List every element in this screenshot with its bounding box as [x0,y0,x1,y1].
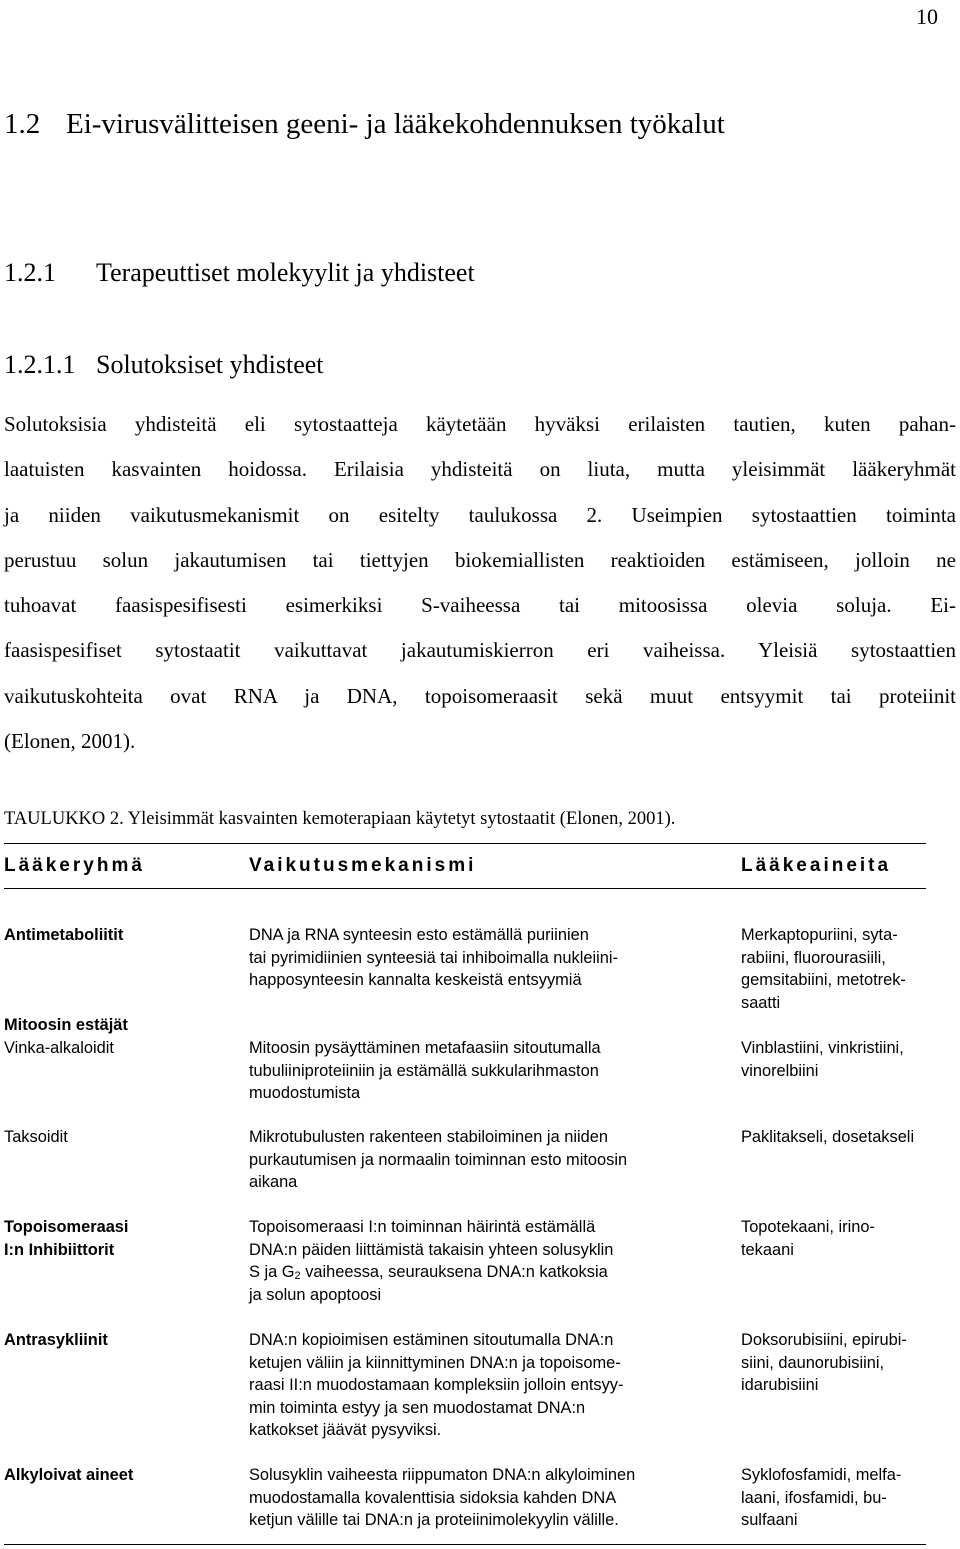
table-caption: TAULUKKO 2. Yleisimmät kasvainten kemoterapiaan käytetyt sytostaatit (Elonen, 2001). [4,809,676,829]
table-row-drugs-cell: Syklofosfamidi, melfa- laani, ifosfamidi, bu- sulfaani [741,1466,902,1529]
table-row-drugs-cell: Paklitakseli, dosetakseli [741,1128,915,1146]
section-title: Solutoksiset yhdisteet [96,350,324,379]
paragraph-line: ja niiden vaikutusmekanismit on esitelty taulukossa 2. Useimpien sytostaattien toiminta [4,502,956,527]
section-number: 1.2.1.1 [4,350,76,379]
section-title: Ei-virusvälitteisen geeni- ja lääkekohdennuksen työkalut [66,108,725,140]
table-header-drugs: Lääkeaineita [741,855,892,876]
table-row-mechanism-cell: DNA ja RNA synteesin esto estämällä puriinien tai pyrimidiinien synteesiä tai inhiboimalla nukleiini- happosynteesin kannalta keskeistä entsyymiä [249,926,618,989]
section-title: Terapeuttiset molekyylit ja yhdisteet [96,258,475,287]
table-row-mechanism-cell: Solusyklin vaiheesta riippumaton DNA:n alkyloiminen muodostamalla kovalenttisia sidoksia kahden DNA ketjun välille tai DNA:n ja proteiinimolekyylin välille. [249,1466,636,1529]
section-heading-1-2 [4,108,725,141]
table-row-drugs-cell: Merkaptopuriini, syta- rabiini, fluorourasiili, gemsitabiini, metotrek- saatti [741,926,906,1012]
table-row-drugs-cell: Topotekaani, irino- tekaani [741,1218,875,1259]
table-row-group-cell: Antimetaboliitit [4,926,124,944]
page-number: 10 [916,4,938,29]
table-row-mechanism-cell: Mitoosin pysäyttäminen metafaasiin sitoutumalla tubuliiniproteiiniin ja estämällä sukkularihmaston muodostumista [249,1039,601,1102]
table-row-mechanism-cell: DNA:n kopioimisen estäminen sitoutumalla DNA:n ketujen väliin ja kiinnittyminen DNA:n ja topoisome- raasi II:n muodostamaan kompleksiin jolloin entsyy- min toiminta estyy ja sen muodostamat DNA:n katkokset jäävät pysyviksi. [249,1331,624,1439]
table-row-group-cell: Alkyloivat aineet [4,1466,134,1484]
paragraph-line: vaikutuskohteita ovat RNA ja DNA, topoisomeraasit sekä muut entsyymit tai proteiinit [4,683,956,708]
paragraph-line: tuhoavat faasispesifisesti esimerkiksi S-vaiheessa tai mitoosissa olevia soluja. Ei- [4,593,956,618]
paragraph-line: (Elonen, 2001). [4,729,136,754]
table-row-group-cell: Mitoosin estäjät Vinka-alkaloidit [4,1016,128,1057]
paragraph-line: perustuu solun jakautumisen tai tiettyjen biokemiallisten reaktioiden estämiseen, jolloin ne [4,547,956,572]
table-row-mechanism-cell: Mikrotubulusten rakenteen stabiloiminen ja niiden purkautumisen ja normaalin toiminnan esto mitoosin aikana [249,1128,628,1191]
section-number: 1.2 [4,108,41,140]
table-row-drugs-cell: Vinblastiini, vinkristiini, vinorelbiini [741,1039,904,1080]
table-row-group-cell: Antrasykliinit [4,1331,108,1349]
table-row-group-cell: Topoisomeraasi I:n Inhibiittorit [4,1218,129,1259]
table-header-mechanism: Vaikutusmekanismi [249,855,477,876]
table-bottom-rule [4,1544,926,1545]
paragraph-line: Solutoksisia yhdisteitä eli sytostaatteja käytetään hyväksi erilaisten tautien, kuten pahan- [4,412,956,436]
table-row-mechanism-cell: Topoisomeraasi I:n toiminnan häirintä estämällä DNA:n päiden liittämistä takaisin yhteen solusyklin S ja $G_2$ vaiheessa, seurauksena DNA:n katkoksia ja solun apoptoosi [249,1218,614,1304]
table-top-rule [4,843,926,844]
section-heading-1-2-1 [4,258,475,288]
paragraph-line: laatuisten kasvainten hoidossa. Erilaisia yhdisteitä on liuta, mutta yleisimmät lääkeryhmät [4,457,956,482]
section-heading-1-2-1-1 [4,350,324,380]
table-row-drugs-cell: Doksorubisiini, epirubi- siini, daunorubisiini, idarubisiini [741,1331,907,1394]
table-row-group-cell: Taksoidit [4,1128,68,1146]
table-header-group: Lääkeryhmä [4,855,145,876]
body-paragraph [4,402,956,764]
table-header-rule [4,888,926,889]
paragraph-line: faasispesifiset sytostaatit vaikuttavat jakautumiskierron eri vaiheissa. Yleisiä sytostaattien [4,638,956,663]
section-number: 1.2.1 [4,258,56,287]
